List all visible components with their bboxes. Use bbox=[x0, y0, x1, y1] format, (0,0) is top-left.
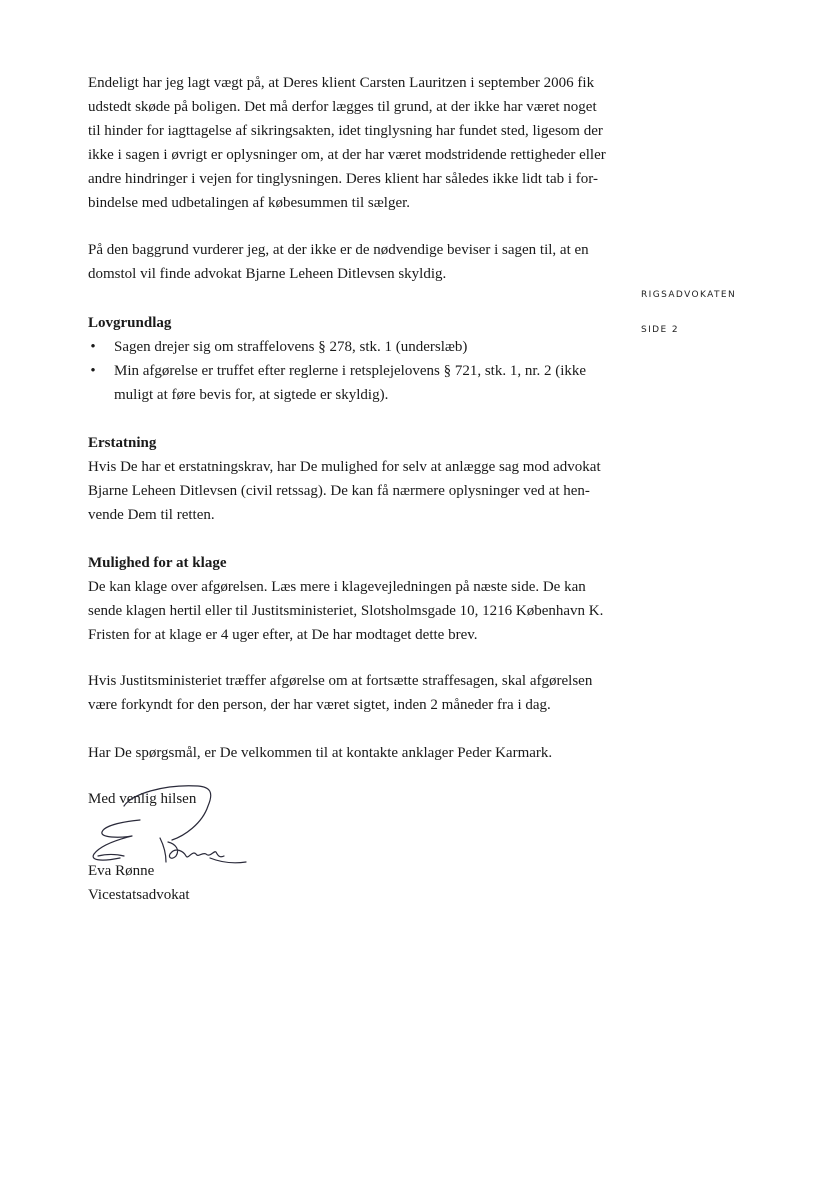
text-line: Sagen drejer sig om straffelovens § 278, stk. 1 (underslæb) bbox=[114, 339, 468, 355]
bullet-icon: • bbox=[90, 363, 96, 379]
sidebar-letterhead bbox=[641, 290, 736, 335]
paragraph-forkyndelse bbox=[88, 669, 628, 717]
text-line: Bjarne Leheen Ditlevsen (civil retssag). De kan få nærmere oplysninger ved at hen- bbox=[88, 483, 590, 499]
signature-block bbox=[88, 787, 196, 907]
text-line: Hvis Justitsministeriet træffer afgørelse om at fortsætte straffesagen, skal afgørelsen bbox=[88, 673, 593, 689]
paragraph-kontakt bbox=[88, 741, 628, 765]
paragraph-klage bbox=[88, 575, 628, 647]
text-line: Fristen for at klage er 4 uger efter, at De har modtaget dette brev. bbox=[88, 627, 478, 643]
list-item bbox=[88, 359, 628, 407]
text-line: sende klagen hertil eller til Justitsministeriet, Slotsholmsgade 10, 1216 København K. bbox=[88, 603, 604, 619]
heading-erstatning: Erstatning bbox=[88, 435, 157, 451]
list-item bbox=[88, 335, 628, 359]
heading-lovgrundlag: Lovgrundlag bbox=[88, 315, 172, 331]
paragraph-erstatning bbox=[88, 455, 628, 527]
signer-name: Eva Rønne bbox=[88, 863, 155, 879]
heading-klage: Mulighed for at klage bbox=[88, 555, 227, 571]
signer-title: Vicestatsadvokat bbox=[88, 887, 190, 903]
text-line: bindelse med udbetalingen af købesummen til sælger. bbox=[88, 195, 411, 211]
text-line: være forkyndt for den person, der har været sigtet, inden 2 måneder fra i dag. bbox=[88, 697, 551, 713]
text-line: vende Dem til retten. bbox=[88, 507, 215, 523]
paragraph-skode bbox=[88, 71, 628, 215]
paragraph-vurdering bbox=[88, 238, 628, 286]
text-line: til hinder for iagttagelse af sikringsakten, idet tinglysning har fundet sted, ligesom der bbox=[88, 123, 603, 139]
authority-label: RIGSADVOKATEN bbox=[641, 290, 737, 300]
text-line: De kan klage over afgørelsen. Læs mere i klagevejledningen på næste side. De kan bbox=[88, 579, 586, 595]
text-line: udstedt skøde på boligen. Det må derfor lægges til grund, at der ikke har været noget bbox=[88, 99, 597, 115]
closing-text: Med venlig hilsen bbox=[88, 791, 197, 807]
text-line: muligt at føre bevis for, at sigtede er skyldig). bbox=[114, 387, 389, 403]
text-line: Min afgørelse er truffet efter reglerne i retsplejelovens § 721, stk. 1, nr. 2 (ikke bbox=[114, 363, 587, 379]
text-line: andre hindringer i vejen for tinglysningen. Deres klient har således ikke lidt tab i for- bbox=[88, 171, 598, 187]
letter-body bbox=[88, 71, 628, 765]
text-line: ikke i sagen i øvrigt er oplysninger om, at der har været modstridende rettigheder eller bbox=[88, 147, 606, 163]
text-line: På den baggrund vurderer jeg, at der ikke er de nødvendige beviser i sagen til, at en bbox=[88, 242, 589, 258]
text-line: Har De spørgsmål, er De velkommen til at kontakte anklager Peder Karmark. bbox=[88, 745, 553, 761]
bullet-icon: • bbox=[90, 339, 96, 355]
text-line: Endeligt har jeg lagt vægt på, at Deres klient Carsten Lauritzen i september 2006 fik bbox=[88, 75, 595, 91]
text-line: Hvis De har et erstatningskrav, har De mulighed for selv at anlægge sag mod advokat bbox=[88, 459, 601, 475]
text-line: domstol vil finde advokat Bjarne Leheen Ditlevsen skyldig. bbox=[88, 266, 447, 282]
page-number: SIDE 2 bbox=[641, 325, 679, 335]
lovgrundlag-list bbox=[88, 335, 628, 407]
